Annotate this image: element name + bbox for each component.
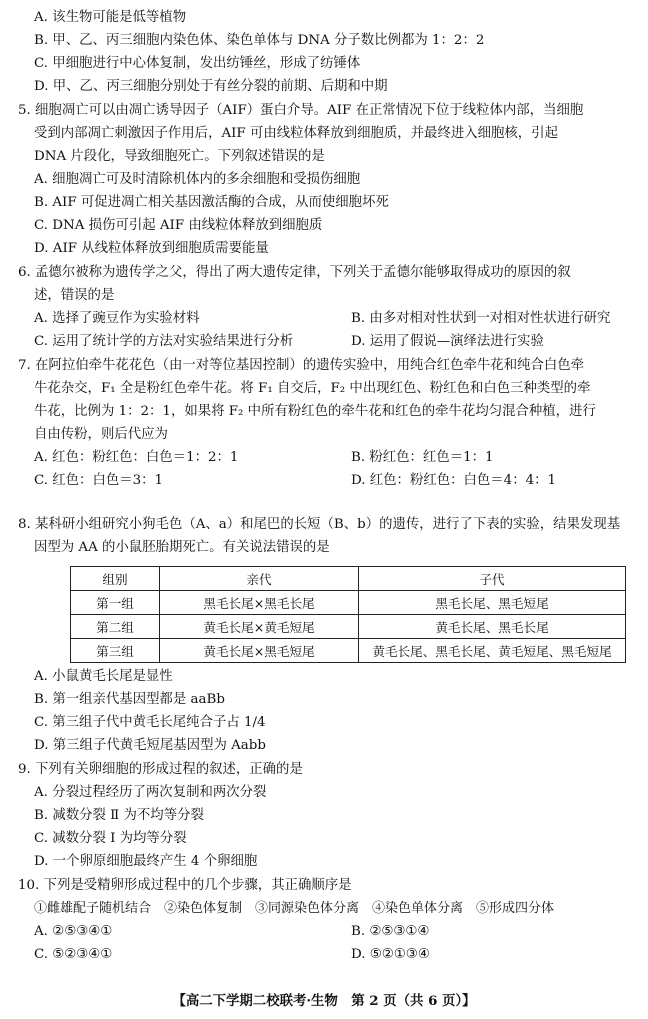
q7-stem-line: 自由传粉，则后代应为 xyxy=(34,427,168,442)
q8-option-c: C. 第三组子代中黄毛长尾纯合子占 1/4 xyxy=(34,715,266,730)
q7-option-b: B. 粉红色：红色＝1：1 xyxy=(351,450,494,465)
q7-option-c: C. 红色：白色＝3：1 xyxy=(34,473,164,488)
table-cell: 黄毛长尾×黄毛短尾 xyxy=(160,615,359,639)
q6-option-b: B. 由多对相对性状到一对相对性状进行研究 xyxy=(351,311,611,326)
q7-stem-line: 7. 在阿拉伯牵牛花花色（由一对等位基因控制）的遗传实验中，用纯合红色牵牛花和纯合白色牵 xyxy=(18,358,585,373)
table-row xyxy=(71,591,626,615)
q7-stem-line: 牛花，比例为 1：2：1，如果将 F₂ 中所有粉红色的牵牛花和红色的牵牛花均匀混合种植，进行 xyxy=(34,404,596,419)
table-cell: 第三组 xyxy=(71,639,160,663)
q9-option-b: B. 减数分裂 Ⅱ 为不均等分裂 xyxy=(34,808,204,823)
q4-option-d: D. 甲、乙、丙三细胞分别处于有丝分裂的前期、后期和中期 xyxy=(34,79,388,94)
q6-option-c: C. 运用了统计学的方法对实验结果进行分析 xyxy=(34,334,294,349)
q6-option-d: D. 运用了假说—演绎法进行实验 xyxy=(351,334,544,349)
q5-option-c: C. DNA 损伤可引起 AIF 由线粒体释放到细胞质 xyxy=(34,218,323,233)
q8-option-b: B. 第一组亲代基因型都是 aaBb xyxy=(34,692,225,707)
table-cell: 黑毛长尾、黑毛短尾 xyxy=(359,591,626,615)
q4-option-c: C. 甲细胞进行中心体复制，发出纺锤丝，形成了纺锤体 xyxy=(34,56,361,71)
q7-option-d: D. 红色：粉红色：白色＝4：4：1 xyxy=(351,473,557,488)
q8-option-a: A. 小鼠黄毛长尾是显性 xyxy=(34,669,173,684)
q10-option-c: C. ⑤②③④① xyxy=(34,947,113,962)
table-cell: 黄毛长尾、黑毛长尾、黄毛短尾、黑毛短尾 xyxy=(359,639,626,663)
table-cell: 黄毛长尾、黑毛长尾 xyxy=(359,615,626,639)
q8-stem-line: 8. 某科研小组研究小狗毛色（A、a）和尾巴的长短（B、b）的遗传，进行了下表的实验，结果发现基 xyxy=(18,517,621,532)
q9-stem: 9. 下列有关卵细胞的形成过程的叙述，正确的是 xyxy=(18,762,303,777)
q10-stem: 10. 下列是受精卵形成过程中的几个步骤，其正确顺序是 xyxy=(18,878,352,893)
q9-option-d: D. 一个卵原细胞最终产生 4 个卵细胞 xyxy=(34,854,258,869)
table-row xyxy=(71,639,626,663)
q10-option-b: B. ②⑤③①④ xyxy=(351,924,430,939)
q8-stem-line: 因型为 AA 的小鼠胚胎期死亡。有关说法错误的是 xyxy=(34,540,330,555)
q6-option-a: A. 选择了豌豆作为实验材料 xyxy=(34,311,200,326)
table-header-offspring: 子代 xyxy=(359,567,626,591)
q8-option-d: D. 第三组子代黄毛短尾基因型为 Aabb xyxy=(34,738,266,753)
q4-option-a: A. 该生物可能是低等植物 xyxy=(34,10,187,25)
table-row xyxy=(71,615,626,639)
table-cell: 黄毛长尾×黑毛短尾 xyxy=(160,639,359,663)
table-cell: 第一组 xyxy=(71,591,160,615)
table-cell: 第二组 xyxy=(71,615,160,639)
table-cell: 黑毛长尾×黑毛长尾 xyxy=(160,591,359,615)
q5-stem-line: 受到内部凋亡刺激因子作用后，AIF 可由线粒体释放到细胞质，并最终进入细胞核，引起 xyxy=(34,126,558,141)
q10-option-d: D. ⑤②①③④ xyxy=(351,947,430,962)
q6-stem-line: 6. 孟德尔被称为遗传学之父，得出了两大遗传定律，下列关于孟德尔能够取得成功的原因的叙 xyxy=(18,265,571,280)
q5-stem-line: DNA 片段化，导致细胞死亡。下列叙述错误的是 xyxy=(34,149,325,164)
q5-option-b: B. AIF 可促进凋亡相关基因激活酶的合成，从而使细胞坏死 xyxy=(34,195,389,210)
q7-option-a: A. 红色：粉红色：白色＝1：2：1 xyxy=(34,450,239,465)
q5-option-d: D. AIF 从线粒体释放到细胞质需要能量 xyxy=(34,241,269,256)
q10-option-a: A. ②⑤③④① xyxy=(34,924,113,939)
table-header-row xyxy=(71,567,626,591)
q9-option-c: C. 减数分裂 Ⅰ 为均等分裂 xyxy=(34,831,187,846)
q6-stem-line: 述，错误的是 xyxy=(34,288,115,303)
table-header-group: 组别 xyxy=(71,567,160,591)
q9-option-a: A. 分裂过程经历了两次复制和两次分裂 xyxy=(34,785,267,800)
page-footer: 【高二下学期二校联考·生物 第 2 页（共 6 页）】 xyxy=(172,993,476,1009)
q5-stem-line: 5. 细胞凋亡可以由凋亡诱导因子（AIF）蛋白介导。AIF 在正常情况下位于线粒体内部，当细胞 xyxy=(18,103,584,118)
q5-option-a: A. 细胞凋亡可及时清除机体内的多余细胞和受损伤细胞 xyxy=(34,172,361,187)
q4-option-b: B. 甲、乙、丙三细胞内染色体、染色单体与 DNA 分子数比例都为 1：2：2 xyxy=(34,33,485,48)
q7-stem-line: 牛花杂交，F₁ 全是粉红色牵牛花。将 F₁ 自交后，F₂ 中出现红色、粉红色和白色三种类型的牵 xyxy=(34,381,591,396)
q8-experiment-table xyxy=(70,566,626,663)
table-header-parents: 亲代 xyxy=(160,567,359,591)
q10-steps: ①雌雄配子随机结合 ②染色体复制 ③同源染色体分离 ④染色单体分离 ⑤形成四分体 xyxy=(34,901,555,916)
